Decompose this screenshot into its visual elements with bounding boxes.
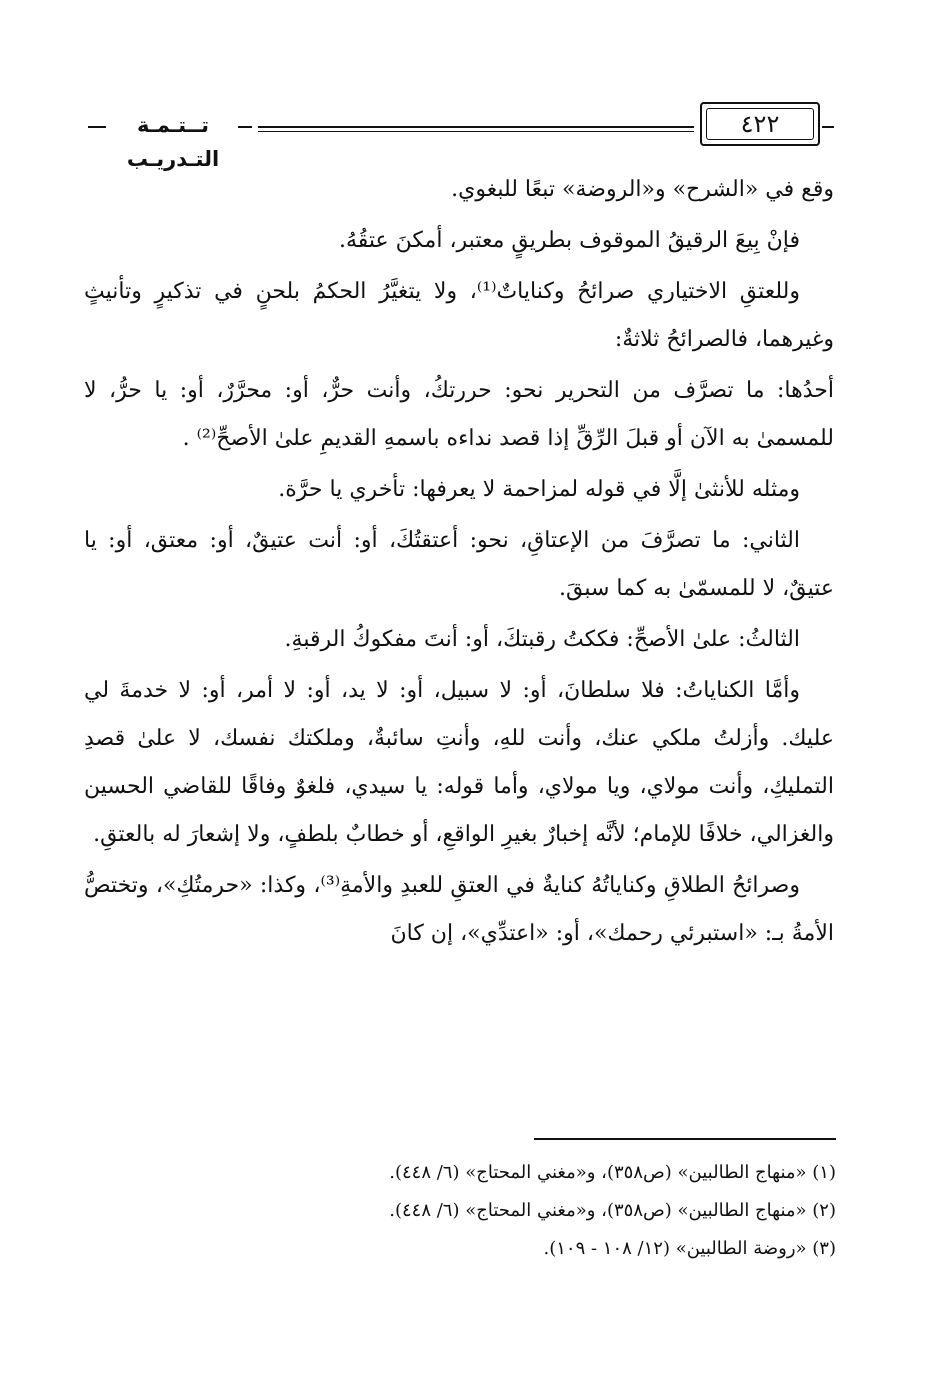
footnotes [156,1154,836,1268]
header-dash-mid [238,126,252,128]
paragraph: وقع في «الشرح» و«الروضة» تبعًا للبغوي. [451,177,834,202]
page-number-frame [700,102,820,146]
paragraph: وأمَّا الكناياتُ: فلا سلطانَ، أو: لا سبيل، أو: لا يد، أو: لا أمر، أو: لا خدمةَ لي عليك. وأزلتُ ملكي عنك، وأنت للهِ، وأنتِ سائبةٌ، وملكتك نفسك، لا علىٰ قصدِ التمليكِ، وأنت مولاي، ويا مولاي، وأما قوله: يا سيدي، فلغوٌ وفاقًا للقاضي الحسين والغزالي، خلافًا للإمام؛ لأنَّه إخبارٌ بغيرِ الواقعِ، أو خطابٌ بلطفٍ، ولا إشعارَ له بالعتقِ. [84,678,834,847]
paragraph: الثاني: ما تصرَّفَ من الإعتاقِ، نحو: أعتقتُكَ، أو: أنت عتيقٌ، أو: معتق، أو: يا عتيقٌ، لا للمسمّىٰ به كما سبقَ. [84,528,834,601]
paragraph: أحدُها: ما تصرَّف من التحرير نحو: حررتكُ، وأنت حرٌّ، أو: محرَّرٌ، أو: يا حرُّ، لا للمسمىٰ به الآن أو قبلَ الرِّقِّ إذا قصد نداءه باسمهِ القديمِ علىٰ الأصحِّ⁽²⁾ . [84,378,834,451]
paragraph: ومثله للأنثىٰ إلَّا في قوله لمزاحمة لا يعرفها: تأخري يا حرَّة. [278,477,800,502]
paragraph: الثالثُ: علىٰ الأصحِّ: فككتُ رقبتكَ، أو: أنتَ مفكوكُ الرقبةِ. [284,627,800,652]
footnote: (٢) «منهاج الطالبين» (ص٣٥٨)، و«مغني المحتاج» (٦/ ٤٤٨). [389,1200,836,1221]
footnote: (٣) «روضة الطالبين» (١٢/ ١٠٨ - ١٠٩). [543,1238,836,1259]
page-number: ٤٢٢ [740,110,780,138]
paragraph: فإنْ بِيعَ الرقيقُ الموقوف بطريقٍ معتبر، أمكنَ عتقُهُ. [338,228,800,253]
paragraph: وللعتقِ الاختياري صرائحُ وكناياتٌ⁽¹⁾، ولا يتغيَّرُ الحكمُ بلحنٍ في تذكيرٍ وتأنيثٍ وغيرهما، فالصرائحُ ثلاثةٌ: [84,279,834,352]
page-header [88,100,834,171]
main-text [84,166,834,961]
header-dash-left [88,126,106,128]
running-title: تــتـمـة التـدريـب [126,113,220,171]
footnote: (١) «منهاج الطالبين» (ص٣٥٨)، و«مغني المحتاج» (٦/ ٤٤٨). [389,1162,836,1183]
header-rule [258,126,694,128]
paragraph: وصرائحُ الطلاقِ وكناياتُهُ كنايةٌ في العتقِ للعبدِ والأمةِ⁽³⁾، وكذا: «حرمتُكِ»، وتختصُّ الأمةُ بـ: «استبرئي رحمك»، أو: «اعتدِّي»، إن كانَ [84,873,834,946]
footnote-separator [534,1138,836,1140]
header-dash-right [822,126,834,128]
